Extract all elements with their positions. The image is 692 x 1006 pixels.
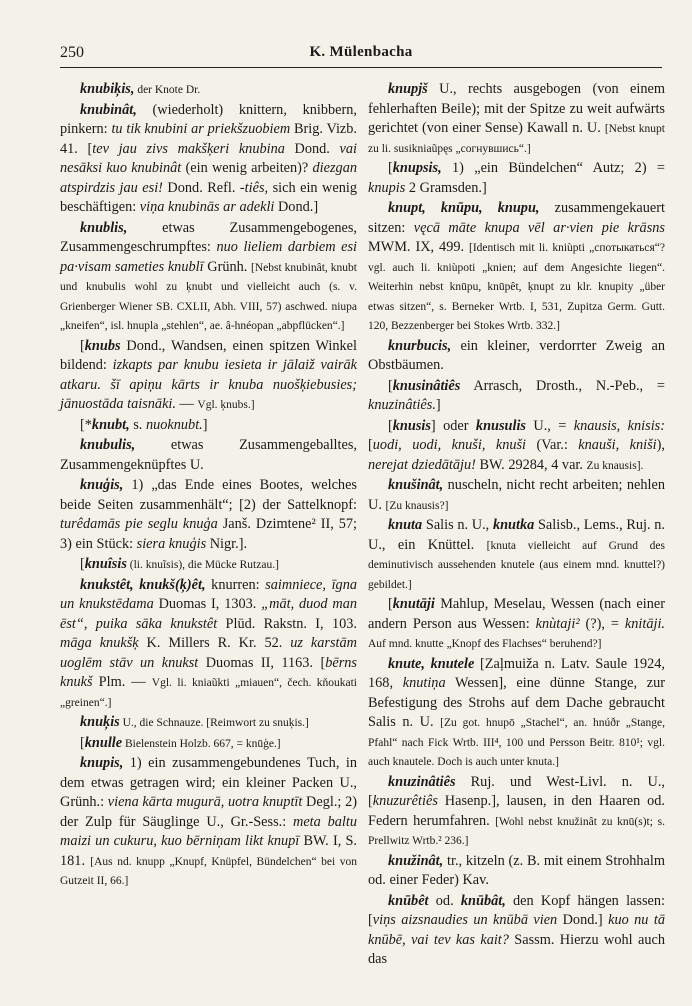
definition-text: Plm. — [92,674,152,690]
page-header [60,44,662,68]
dictionary-entry [368,595,665,654]
headword: knūbât, [460,892,506,909]
etymology-note: [Zu got. hnupō „Stachel“, an. hnúðr „Stange, Pfahl“ nach Fick Wrtb. III⁴, 100 und Persson Beitr. 810¹; vgl. auch knautele. Doch is auch unter knuta.] [368,717,665,768]
definition-text: Hasenp.], lausen, in den Haaren od. Federn herumfahren. [368,793,665,829]
example-text: meta baltu maizi un cukuru, kuo bērniņam likt knupī [60,813,357,849]
definition-text: [Zaļmuiža n. Latv. Saule 1924, 168, [368,655,665,691]
etymology-note: der Knote Dr. [134,84,201,96]
header-rule [60,67,662,68]
headword: knukstêt, knukš(ķ)êt, [80,576,206,593]
dictionary-entry [368,655,665,772]
headword: knulle [84,734,123,751]
definition-text: Ruj. und West-Livl. n. U., [ [368,773,665,809]
etymology-note: Vgl. ķnubs.] [197,399,255,411]
definition-text: 1) „ein Bündelchen“ Autz; 2) = [441,160,665,176]
headword: knutka [492,517,535,533]
example-text: vai nesāksi kuo knubinât [60,140,357,176]
definition-text: Salis n. U., [422,517,493,533]
headword: knušinât, [388,477,444,493]
running-head: K. Mülenbacha [309,44,413,60]
headword: knusis [392,417,431,434]
definition-text: [ [388,417,393,434]
dictionary-entry [60,219,357,336]
headword: knusulis [475,417,526,434]
dictionary-entry [368,516,665,594]
example-text: bērns knukš [60,654,357,690]
example-text: nerejat dziedātāju! [368,456,476,473]
dictionary-entry [368,773,665,851]
etymology-note: U., die Schnauze. [Reimwort zu snuķis.] [119,717,309,729]
example-text: siera knuģis [136,535,207,552]
headword: knuzinâtiês [388,773,456,790]
dictionary-entry [60,337,357,415]
definition-text: MWM. IX, 499. [368,239,470,255]
definition-text: Dond. [284,140,340,157]
headword: knupsis, [392,160,442,176]
definition-text: Salisb., Lems., Ruj. n. U., ein Knüttel. [368,517,665,553]
definition-text: — [175,396,198,412]
dictionary-entry [368,892,665,970]
left-column [60,80,357,892]
definition-text: Nigr.]. [206,535,248,552]
example-text: knausis, knisis: [573,417,665,434]
headword: knubs [84,337,121,354]
etymology-note: [knuta vielleicht auf Grund des deminutivisch aussehenden knutele (aus einem mnd. knuttel?) gebildet.] [368,539,665,591]
example-text: knuzinâtiês. [368,397,436,413]
definition-text: (wiederholt) knittern, knibbern, pinkern: [60,101,357,137]
definition-text: ] [435,397,441,413]
definition-text: Wessen], eine dünne Stange, zur Befestigung des Strohs auf dem Dache gebraucht Salis n. U. [368,675,665,730]
definition-text: BW. I, S. 181. [60,833,358,869]
example-text: diezgan atspirdzis jau esi! [60,160,357,196]
headword: knubinât, [80,101,137,118]
etymology-note: Zu knausis]. [586,459,644,472]
headword: knužinât, [388,852,444,869]
definition-text: den Kopf hängen lassen: [ [368,892,665,928]
example-text: nuoknubt. [145,416,203,433]
definition-text: [ [388,596,393,612]
example-text: kuo nu tā knūbē, vai tev kas kait? [368,912,665,948]
etymology-note: [Zu knausis?] [385,499,449,512]
dictionary-entry [368,417,665,476]
example-text: viena kārta mugurā, uotra knuptīt [107,794,303,810]
example-text: uodi, uodi, knuši, knuši [372,437,527,453]
headword: knutāji [392,596,435,612]
example-text: turêdamās pie seglu knuģa [60,516,218,532]
dictionary-entry [60,476,357,554]
headword: knublis, [80,219,128,236]
headword: knusinâtiês [392,377,461,394]
dictionary-entry [60,101,357,218]
definition-text: Dond., Wandsen, einen spitzen Winkel bildend: [60,337,357,373]
dictionary-entry [368,852,665,891]
headword: knubiķis, [80,81,135,97]
etymology-note: (li. knuĩsis), die Mücke Rutzau.] [126,559,279,571]
example-text: viņa knubinās ar adekli [139,199,275,215]
definition-text: 1) „das Ende eines Bootes, welches beide Seiten zusammenhält“; [2) der Sattelknopf: [60,477,357,513]
dictionary-entry [368,337,665,376]
headword: knuîsis [84,556,127,572]
definition-text: Degl.; 2) der Zulp für Säuglinge U., Gr.-Sess.: [60,794,357,830]
example-text: tev jau zivs makšķeri knubina [92,140,285,157]
definition-text: etwas Zusammengeballtes, Zusammengeknüpftes U. [60,437,357,473]
dictionary-entry [60,713,357,733]
example-text: knupis [368,179,406,196]
example-text: nuo lieliem darbiem esi pa·visam sameties knublī [60,239,357,275]
dictionary-entry [368,476,665,515]
definition-text: etwas Zusammengebogenes, Zusammengeschrumpftes: [60,219,357,255]
example-text: izkapts par knubu iesieta ir jālaiž vairāk atkaru. šī apiņu kārts ir knuba nuošķiebusies; jānuostāda taisnāki. [60,357,357,412]
definition-text: Duomas II, 1163. [ [198,654,326,671]
etymology-note: Bielenstein Holzb. 667, = knūģe.] [122,737,281,750]
definition-text: Brig. Vizb. 41. [ [60,121,357,157]
definition-text: Janš. Dzimtene² II, 57; 3) ein Stück: [60,516,357,552]
definition-text: [ [80,556,85,572]
dictionary-entry [368,377,665,416]
example-text: knauši, kniši [578,437,657,453]
example-text: knuzurêtiês [372,793,438,809]
example-text: vęcā māte knupa vēl ar·vien pie krāsns [413,219,665,236]
headword: knute, knutele [388,655,475,672]
headword: knupis, [80,755,124,771]
definition-text: od. [428,892,461,909]
headword: knupt, knūpu, knupu, [388,200,540,216]
definition-text: Dond. Refl. [162,179,240,196]
headword: knubt, [91,416,130,433]
definition-text: [* [80,416,92,433]
definition-text: (Var.: [526,437,579,453]
definition-text: ] oder [430,417,476,434]
definition-text: 1) ein zusammengebundenes Tuch, in dem etwas getragen wird; ein kleiner Packen U., Grünh.: [60,755,357,810]
definition-text: Grünh. [203,258,252,275]
definition-text: [ [80,337,85,354]
headword: knubulis, [80,437,136,453]
dictionary-entry [60,555,357,575]
definition-text: ein kleiner, verdorrter Zweig an Obstbäumen. [368,337,665,373]
definition-text: [ [388,160,393,176]
etymology-note: [Identisch mit li. kniùpti „спотыкаться“? vgl. auch li. kniùpoti „knien; auf dem Angesichte liegen“. Weiterhin nebst knūpu, knūpêt, ķnupt zu klr. knupity „über etwas sitzen“, s. Berneker Wrtb. I, 531, Zupitza Germ. Gutt. 120, Bezzenberger bei Stokes Wrtb. 332.] [368,242,665,332]
example-text: uz karstām uoglēm stāv un knukst [60,635,357,671]
etymology-note: [Nebst knupt zu li. susikniaũpęs „согнувшись“.] [368,123,665,155]
example-text: knitāji. [624,615,665,632]
example-text: saimniece, īgna un knukstēdama [60,576,357,612]
dictionary-entry [60,436,357,475]
definition-text: Duomas I, 1303. [153,596,262,612]
definition-text: sich ein wenig beschäftigen: [60,179,357,215]
definition-text: ), [656,437,665,453]
etymology-note: Vgl. li. kniaũkti „miauen“, čech. kňoukati „greinen“.] [60,677,358,709]
definition-text: s. [129,416,146,433]
definition-text: Dond.] [274,199,319,215]
example-text: -tiês, [239,179,269,196]
definition-text: Arrasch, Drosth., N.-Peb., = [460,377,665,394]
headword: knupjš [388,81,428,97]
example-text: knùtaji² [535,615,580,632]
dictionary-entry [60,416,357,436]
headword: knuģis, [80,477,124,493]
headword: knuķis [80,714,120,730]
dictionary-entry [368,80,665,158]
example-text: tu tik knubini ar priekšzuobiem [111,121,291,137]
etymology-note: [Aus nd. knupp „Knupf, Knüpfel, Bündelchen“ bei von Gutzeit II, 66.] [60,855,358,887]
definition-text: (?), = [579,615,625,632]
headword: knūbêt [388,892,429,909]
dictionary-entry [60,734,357,754]
definition-text: 2 Gramsden.] [405,179,487,196]
definition-text: U., rechts ausgebogen (von einem fehlerhaften Beile); mit der Spitze zu weit aufwärts gerichtet (von einer Sense) Kawall n. U. [368,81,665,136]
definition-text: Plūd. Rakstn. I, 103. [217,615,357,632]
definition-text: [ [80,734,85,751]
definition-text: knurren: [205,576,266,593]
definition-text: BW. 29284, 4 var. [475,456,587,473]
example-text: „māt, duod man ēst“, puika sāka knukstêt [60,596,358,632]
definition-text: Dond.] [557,912,609,928]
definition-text: [ [368,437,373,453]
definition-text: (ein wenig arbeiten)? [181,160,313,176]
example-text: knutiņa [402,675,446,691]
definition-text: ] [202,416,208,433]
definition-text: nuscheln, nicht recht arbeiten; nehlen U. [368,477,665,513]
headword: knurbucis, [388,337,452,354]
dictionary-entry [60,754,357,891]
example-text: viņs aizsnaudies un knūbā vien [372,912,558,928]
example-text: māga knukšķ [60,635,139,651]
definition-text: Mahlup, Meselau, Wessen (nach einer andern Person aus Wessen: [368,596,665,632]
definition-text: K. Millers R. Kr. 52. [138,635,291,651]
dictionary-entry [60,576,357,713]
dictionary-entry [60,80,357,100]
definition-text: zusammengekauert sitzen: [368,200,665,236]
dictionary-entry [368,199,665,336]
definition-text: tr., kitzeln (z. B. mit einem Strohhalm od. einer Feder) Kav. [368,852,665,888]
page-number: 250 [60,44,84,61]
right-column [368,80,665,971]
definition-text: U., = [526,417,574,434]
definition-text: [ [388,377,393,394]
etymology-note: Auf mnd. knutte „Knopf des Flachses“ beruhend?] [368,638,602,650]
dictionary-entry [368,159,665,198]
etymology-note: [Nebst knubinât, knubt und knubulis wohl zu ķnubt und vielleicht auch (s. v. Grienberger Wiener SB. CXLII, Abh. VIII, 57) aschwed. niupa „kneifen“, isl. hnupla „stehlen“, ae. â-hnéopan „abpflücken“.] [60,261,357,332]
etymology-note: [Wohl nebst knužinât zu knū(s)t; s. Prellwitz Wrtb.² 236.] [368,815,666,847]
definition-text: Sassm. Hierzu wohl auch das [368,931,665,967]
headword: knuta [388,517,423,533]
